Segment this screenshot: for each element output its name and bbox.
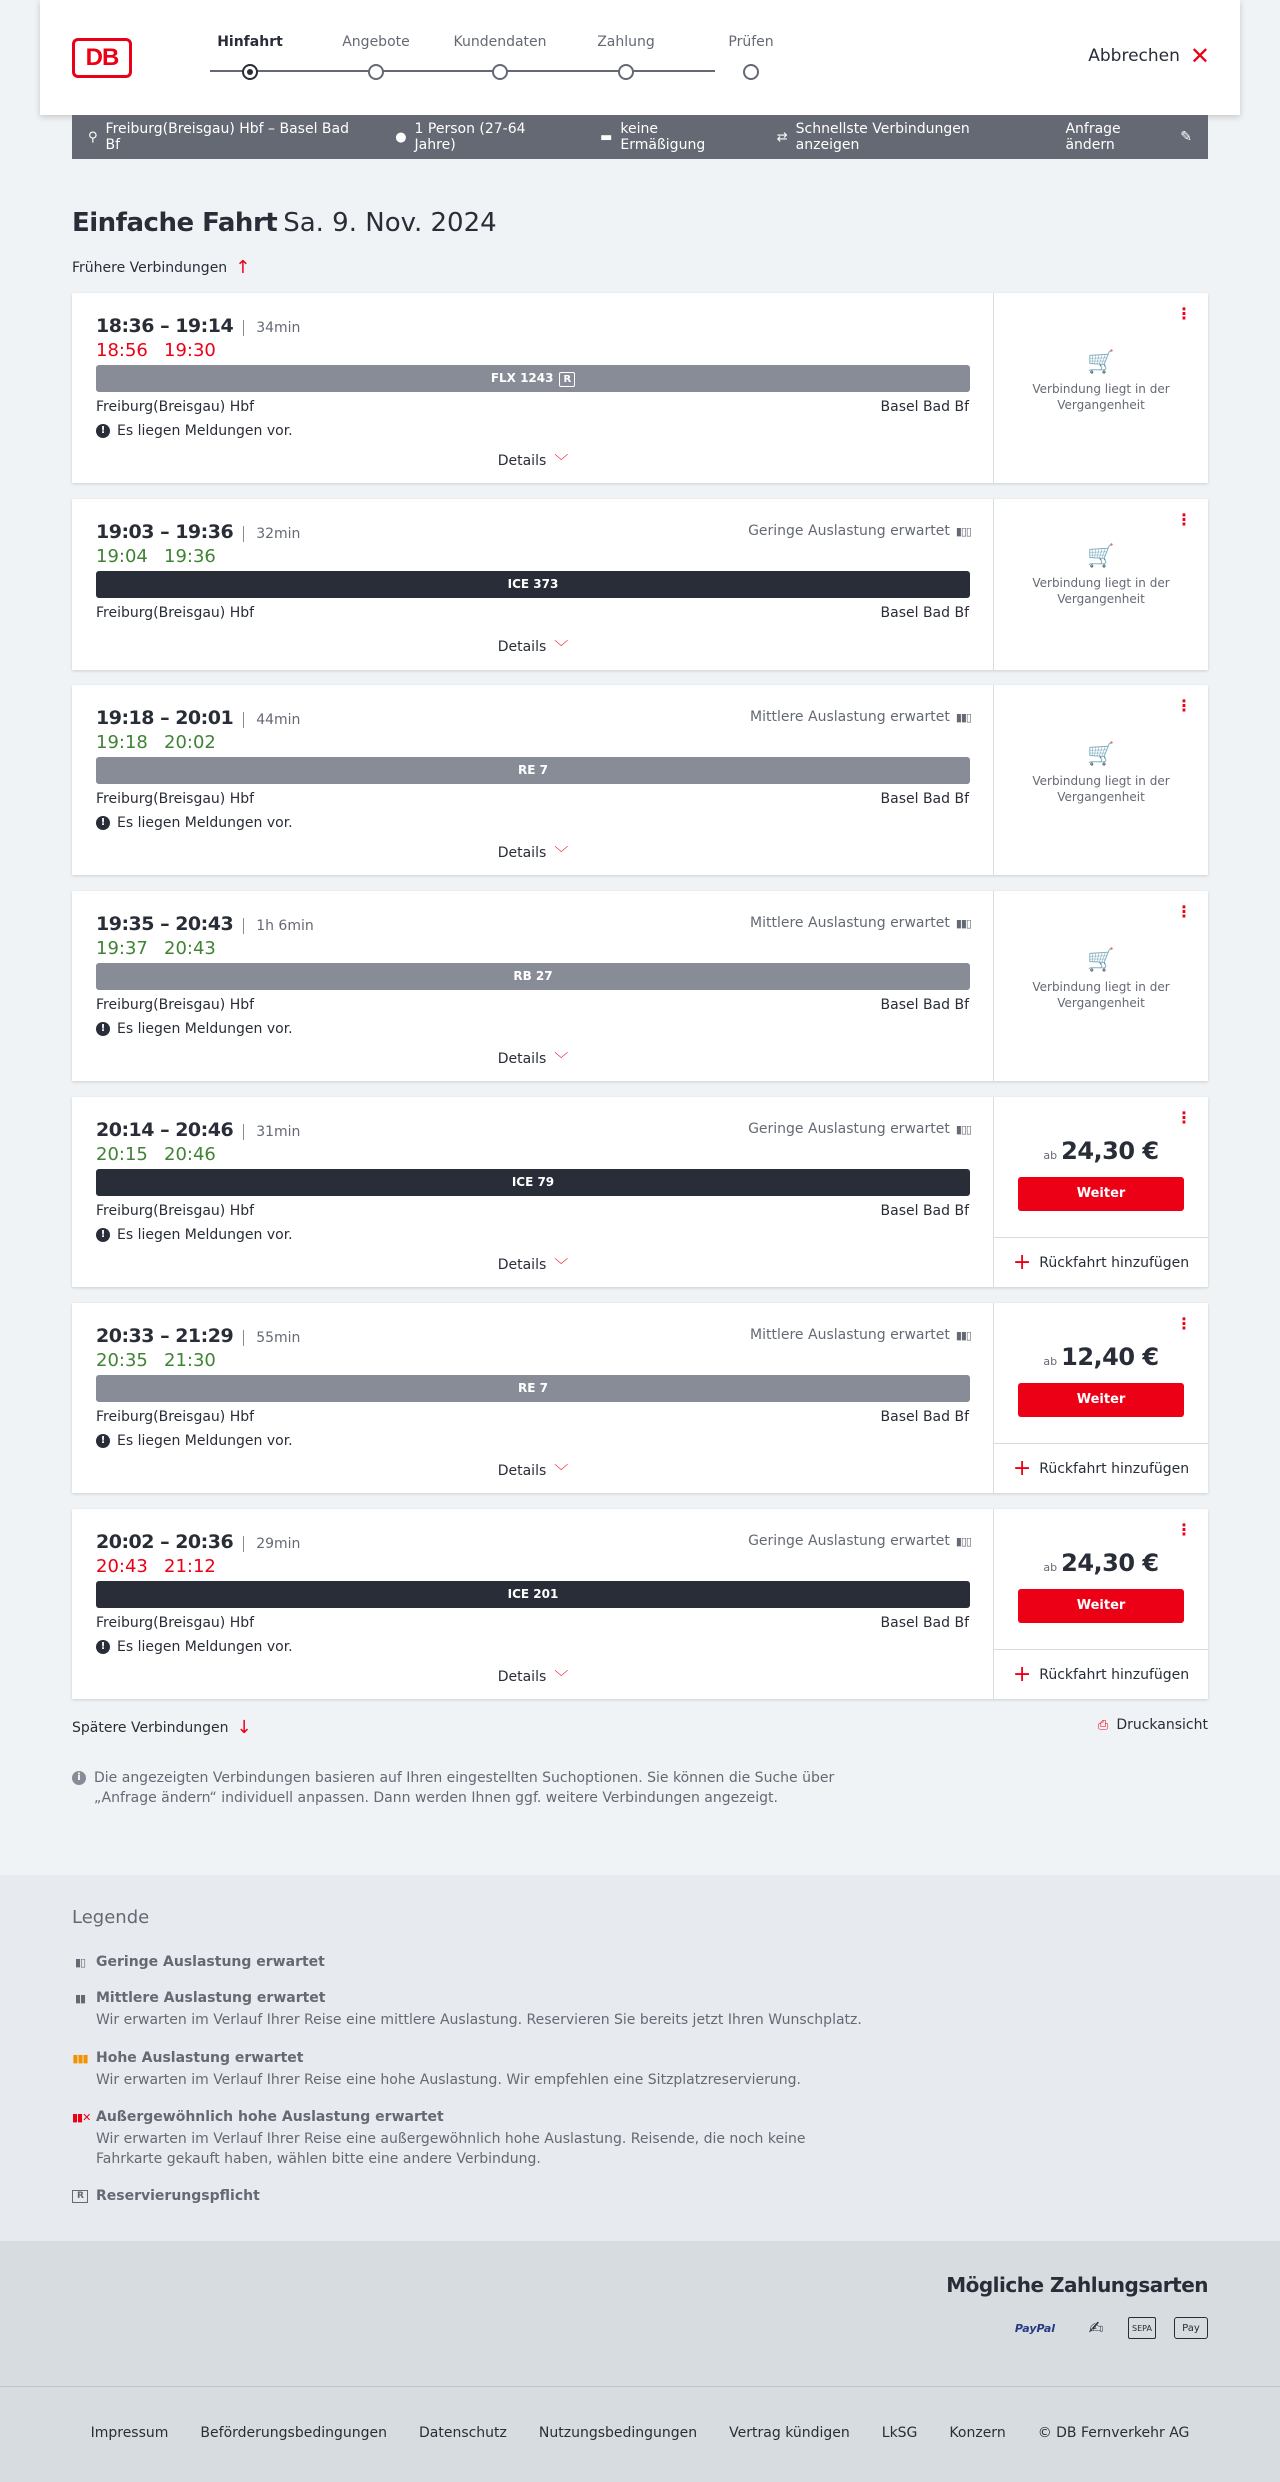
legend-item <box>72 2188 872 2204</box>
details-toggle[interactable] <box>72 637 994 657</box>
past-notice <box>994 948 1208 1011</box>
past-notice <box>994 742 1208 805</box>
search-summary-bar <box>72 115 1208 159</box>
times-text: 20:02 – 20:36 <box>96 1531 234 1553</box>
connection-card[interactable] <box>72 891 1208 1081</box>
duration: 55min <box>243 1330 300 1346</box>
details-label: Details <box>497 1257 547 1273</box>
more-options-icon[interactable]: ⋮ <box>1176 696 1192 715</box>
cart-disabled-icon: 🛒 <box>1087 350 1115 375</box>
offer-panel <box>994 1097 1208 1287</box>
train-bar[interactable] <box>96 1169 970 1196</box>
change-request-button[interactable] <box>1065 121 1192 153</box>
occupancy-high-icon: ▮▮▮ <box>72 2051 88 2065</box>
occupancy-text: Mittlere Auslastung erwartet <box>750 1327 950 1343</box>
realtime-times <box>96 1350 232 1371</box>
occupancy-exceptional-icon: ▮▮✕ <box>72 2110 91 2124</box>
destination-station: Basel Bad Bf <box>880 791 969 807</box>
offer-panel <box>994 499 1208 670</box>
chevron-down-icon: ﹀ <box>554 1052 569 1068</box>
step-kundendaten[interactable] <box>440 34 560 50</box>
credit-card-sign-icon: ✍ <box>1088 2317 1104 2339</box>
later-connections-link[interactable] <box>72 1717 252 1738</box>
planned-times <box>96 1325 300 1347</box>
past-text: Verbindung liegt in der Vergangenheit <box>1032 576 1170 606</box>
cancel-label: Abbrechen <box>1088 46 1180 66</box>
details-label: Details <box>497 453 547 469</box>
occupancy-low-icon: ▮▯▯ <box>955 1534 971 1548</box>
route-summary <box>88 121 363 153</box>
train-name: ICE 201 <box>507 1587 559 1601</box>
offer-panel <box>994 891 1208 1081</box>
planned-times <box>96 913 314 935</box>
details-toggle[interactable] <box>72 1049 994 1069</box>
sepa-icon: SEPA <box>1128 2317 1156 2339</box>
realtime-arrival: 19:30 <box>164 340 216 361</box>
train-name: RB 27 <box>513 969 553 983</box>
plus-icon: + <box>1012 1249 1032 1275</box>
fastest-toggle[interactable] <box>777 121 1034 153</box>
realtime-arrival: 19:36 <box>164 546 216 567</box>
occupancy-text: Geringe Auslastung erwartet <box>748 1121 950 1137</box>
train-bar[interactable] <box>96 365 970 392</box>
occupancy-low-icon: ▮▯▯ <box>955 524 971 538</box>
realtime-arrival: 20:46 <box>164 1144 216 1165</box>
realtime-times <box>96 1556 232 1577</box>
paypal-icon: PayPal <box>1014 2321 1056 2335</box>
realtime-arrival: 21:12 <box>164 1556 216 1577</box>
connection-card[interactable] <box>72 685 1208 875</box>
passenger-summary <box>395 121 568 153</box>
connection-info <box>72 1509 994 1699</box>
payment-title: Mögliche Zahlungsarten <box>946 2273 1208 2297</box>
destination-station: Basel Bad Bf <box>880 399 969 415</box>
connection-info <box>72 1097 994 1287</box>
duration: 44min <box>243 712 300 728</box>
notice <box>96 815 293 831</box>
past-text: Verbindung liegt in der Vergangenheit <box>1032 774 1170 804</box>
footer-links <box>0 2425 1280 2441</box>
connection-info <box>72 1303 994 1493</box>
close-icon: ✕ <box>1189 42 1210 70</box>
legend-item <box>72 1954 872 1970</box>
add-return-button[interactable] <box>994 1443 1208 1493</box>
realtime-times <box>96 1144 232 1165</box>
chevron-down-icon: ﹀ <box>554 846 569 862</box>
legend-item-text: Wir erwarten im Verlauf Ihrer Reise eine mittlere Auslastung. Reservieren Sie bereits jetzt Ihren Wunschplatz. <box>96 2012 862 2028</box>
warning-icon: ! <box>96 424 110 438</box>
step-dot <box>492 64 508 80</box>
realtime-departure: 20:15 <box>96 1144 148 1165</box>
connection-info <box>72 685 994 875</box>
add-return-button[interactable] <box>994 1237 1208 1287</box>
footer-link-impressum[interactable]: Impressum <box>90 2425 169 2441</box>
times-text: 19:18 – 20:01 <box>96 707 234 729</box>
warning-icon: ! <box>96 1640 110 1654</box>
realtime-departure: 19:18 <box>96 732 148 753</box>
price <box>994 1137 1208 1165</box>
price-value: 24,30 € <box>1061 1549 1159 1577</box>
plus-icon: + <box>1012 1455 1032 1481</box>
swap-arrows-icon: ⇄ <box>776 129 788 145</box>
destination-station: Basel Bad Bf <box>880 1409 969 1425</box>
notice-text: Es liegen Meldungen vor. <box>117 1227 293 1243</box>
footer-copyright: © DB Fernverkehr AG <box>1037 2425 1190 2441</box>
step-label: Prüfen <box>728 34 774 50</box>
more-options-icon[interactable]: ⋮ <box>1176 1520 1192 1539</box>
times-text: 20:14 – 20:46 <box>96 1119 234 1141</box>
reservation-required-icon: R <box>72 2190 88 2203</box>
occupancy-text: Mittlere Auslastung erwartet <box>750 709 950 725</box>
notice-text: Es liegen Meldungen vor. <box>117 1021 293 1037</box>
warning-icon: ! <box>96 816 110 830</box>
details-label: Details <box>497 1669 547 1685</box>
price-value: 24,30 € <box>1061 1137 1159 1165</box>
cancel-button[interactable] <box>1088 42 1210 70</box>
step-zahlung[interactable] <box>566 34 686 50</box>
realtime-departure: 19:37 <box>96 938 148 959</box>
details-label: Details <box>497 845 547 861</box>
details-toggle[interactable] <box>72 1255 994 1275</box>
train-name: FLX 1243 <box>490 371 554 385</box>
realtime-times <box>96 938 232 959</box>
legend-item-title: Mittlere Auslastung erwartet <box>96 1990 326 2006</box>
planned-times <box>96 521 300 543</box>
trip-date: Sa. 9. Nov. 2024 <box>283 208 497 238</box>
details-toggle[interactable] <box>72 451 994 471</box>
step-angebote[interactable] <box>316 34 436 50</box>
occupancy-low-icon: ▮▯ <box>74 1955 86 1969</box>
duration: 29min <box>243 1536 300 1552</box>
legend-item <box>72 2050 872 2090</box>
details-label: Details <box>497 1051 547 1067</box>
origin-station: Freiburg(Breisgau) Hbf <box>96 791 255 807</box>
train-name: ICE 79 <box>511 1175 555 1189</box>
footer-link-datenschutz[interactable]: Datenschutz <box>418 2425 507 2441</box>
notice <box>96 1639 293 1655</box>
occupancy-text: Geringe Auslastung erwartet <box>748 523 950 539</box>
more-options-icon[interactable]: ⋮ <box>1176 902 1192 921</box>
realtime-times <box>96 340 232 361</box>
add-return-button[interactable] <box>994 1649 1208 1699</box>
more-options-icon[interactable]: ⋮ <box>1176 304 1192 323</box>
chevron-down-icon: ﹀ <box>554 640 569 656</box>
occupancy <box>748 523 971 539</box>
details-toggle[interactable] <box>72 1461 994 1481</box>
legend-item <box>72 1990 872 2030</box>
pencil-icon: ✎ <box>1180 129 1192 145</box>
train-bar[interactable] <box>96 1375 970 1402</box>
realtime-departure: 19:04 <box>96 546 148 567</box>
occupancy-text: Mittlere Auslastung erwartet <box>750 915 950 931</box>
realtime-departure: 20:43 <box>96 1556 148 1577</box>
legend-title: Legende <box>72 1907 150 1928</box>
footer-link-nutzungsbedingungen[interactable]: Nutzungsbedingungen <box>538 2425 698 2441</box>
occupancy <box>750 1327 971 1343</box>
reservation-icon: R <box>559 372 575 387</box>
db-logo[interactable]: DB <box>72 38 132 78</box>
apple-pay-icon: Pay <box>1174 2317 1208 2339</box>
notice-text: Es liegen Meldungen vor. <box>117 815 293 831</box>
continue-button[interactable]: Weiter <box>1018 1383 1184 1417</box>
price <box>994 1343 1208 1371</box>
legend-item-title: Geringe Auslastung erwartet <box>96 1954 325 1970</box>
connection-card[interactable] <box>72 499 1208 670</box>
train-name: RE 7 <box>518 763 548 777</box>
origin-station: Freiburg(Breisgau) Hbf <box>96 997 255 1013</box>
discount-text: keine Ermäßigung <box>620 121 706 153</box>
destination-station: Basel Bad Bf <box>880 605 969 621</box>
details-toggle[interactable] <box>72 1667 994 1687</box>
earlier-label: Frühere Verbindungen <box>72 259 228 276</box>
past-text: Verbindung liegt in der Vergangenheit <box>1032 980 1170 1010</box>
person-icon: ● <box>395 129 407 145</box>
realtime-arrival: 20:02 <box>164 732 216 753</box>
warning-icon: ! <box>96 1228 110 1242</box>
past-notice <box>994 544 1208 607</box>
occupancy <box>748 1121 971 1137</box>
train-bar[interactable] <box>96 757 970 784</box>
step-label: Kundendaten <box>453 34 547 50</box>
plus-icon: + <box>1012 1661 1032 1687</box>
print-label: Druckansicht <box>1116 1717 1208 1733</box>
times-text: 19:03 – 19:36 <box>96 521 234 543</box>
offer-panel <box>994 685 1208 875</box>
print-view-link[interactable] <box>1098 1717 1208 1733</box>
details-label: Details <box>497 1463 547 1479</box>
occupancy-text: Geringe Auslastung erwartet <box>748 1533 950 1549</box>
add-return-label: Rückfahrt hinzufügen <box>1039 1460 1190 1477</box>
info-text: Die angezeigten Verbindungen basieren auf Ihren eingestellten Suchoptionen. Sie können die Suche über „Anfrage ändern“ individuell anpassen. Dann werden Ihnen ggf. weitere Verbindungen angezeigt. <box>94 1770 835 1806</box>
offer-panel <box>994 1509 1208 1699</box>
occupancy-low-icon: ▮▯▯ <box>955 1122 971 1136</box>
step-dot <box>743 64 759 80</box>
destination-station: Basel Bad Bf <box>880 1615 969 1631</box>
chevron-down-icon: ﹀ <box>554 1670 569 1686</box>
step-label: Angebote <box>342 34 410 50</box>
realtime-departure: 20:35 <box>96 1350 148 1371</box>
payment-methods-section <box>0 2241 1280 2386</box>
past-text: Verbindung liegt in der Vergangenheit <box>1032 382 1170 412</box>
origin-station: Freiburg(Breisgau) Hbf <box>96 1615 255 1631</box>
planned-times <box>96 1119 300 1141</box>
origin-station: Freiburg(Breisgau) Hbf <box>96 1409 255 1425</box>
cart-disabled-icon: 🛒 <box>1087 742 1115 767</box>
realtime-times <box>96 732 232 753</box>
price-prefix: ab <box>1043 1355 1058 1368</box>
earlier-connections-link[interactable] <box>72 257 250 278</box>
footer-link-lksg[interactable]: LkSG <box>881 2425 918 2441</box>
bahncard-icon: ▬ <box>600 129 613 145</box>
later-label: Spätere Verbindungen <box>72 1719 229 1736</box>
times-text: 20:33 – 21:29 <box>96 1325 234 1347</box>
notice <box>96 1021 293 1037</box>
times-text: 19:35 – 20:43 <box>96 913 234 935</box>
connection-info <box>72 293 994 483</box>
train-bar[interactable] <box>96 571 970 598</box>
step-label: Zahlung <box>597 34 655 50</box>
arrow-down-icon: ↓ <box>236 1717 252 1738</box>
times-text: 18:36 – 19:14 <box>96 315 234 337</box>
trip-type: Einfache Fahrt <box>72 208 278 238</box>
chevron-down-icon: ﹀ <box>554 1464 569 1480</box>
add-return-label: Rückfahrt hinzufügen <box>1039 1254 1190 1271</box>
origin-station: Freiburg(Breisgau) Hbf <box>96 399 255 415</box>
footer <box>0 2386 1280 2482</box>
notice-text: Es liegen Meldungen vor. <box>117 1433 293 1449</box>
offer-panel <box>994 1303 1208 1493</box>
route-text: Freiburg(Breisgau) Hbf – Basel Bad Bf <box>105 121 349 153</box>
step-pruefen[interactable] <box>691 34 811 50</box>
connection-card[interactable] <box>72 1097 1208 1287</box>
notice-text: Es liegen Meldungen vor. <box>117 1639 293 1655</box>
connection-card[interactable] <box>72 1303 1208 1493</box>
occupancy-medium-icon: ▮▮▯ <box>955 710 971 724</box>
info-icon: i <box>72 1771 86 1785</box>
more-options-icon[interactable]: ⋮ <box>1176 510 1192 529</box>
chevron-down-icon: ﹀ <box>554 454 569 470</box>
footer-link-konzern[interactable]: Konzern <box>949 2425 1006 2441</box>
notice <box>96 423 293 439</box>
details-label: Details <box>497 639 547 655</box>
occupancy-medium-icon: ▮▮▯ <box>955 1328 971 1342</box>
arrow-up-icon: ↑ <box>235 257 251 278</box>
header <box>40 0 1240 115</box>
occupancy <box>750 709 971 725</box>
connection-info <box>72 499 994 670</box>
legend-item-text: Wir erwarten im Verlauf Ihrer Reise eine außergewöhnlich hohe Auslastung. Reisende, die noch keine Fahrkarte gekauft haben, wählen bitte eine andere Verbindung. <box>96 2131 806 2167</box>
details-toggle[interactable] <box>72 843 994 863</box>
step-label: Hinfahrt <box>217 34 283 50</box>
legend-item <box>72 2109 872 2169</box>
train-name: ICE 373 <box>507 577 559 591</box>
planned-times <box>96 707 300 729</box>
chevron-down-icon: ﹀ <box>554 1258 569 1274</box>
duration: 31min <box>243 1124 300 1140</box>
location-pin-icon: ⚲ <box>88 129 98 145</box>
payment-icons <box>1006 2317 1208 2339</box>
discount-summary <box>600 121 745 153</box>
price-prefix: ab <box>1043 1149 1058 1162</box>
duration: 34min <box>243 320 300 336</box>
legend-item-title: Hohe Auslastung erwartet <box>96 2050 304 2066</box>
planned-times <box>96 315 300 337</box>
connection-card[interactable] <box>72 293 1208 483</box>
legend-item-title: Außergewöhnlich hohe Auslastung erwartet <box>96 2109 444 2125</box>
past-notice <box>994 350 1208 413</box>
occupancy <box>750 915 971 931</box>
price-prefix: ab <box>1043 1561 1058 1574</box>
warning-icon: ! <box>96 1434 110 1448</box>
footer-link-vertrag-kuendigen[interactable]: Vertrag kündigen <box>729 2425 850 2441</box>
step-dot <box>242 64 258 80</box>
connection-info <box>72 891 994 1081</box>
occupancy-medium-icon: ▮▮ <box>74 1991 86 2005</box>
destination-station: Basel Bad Bf <box>880 1203 969 1219</box>
search-info-note <box>72 1768 852 1808</box>
train-bar[interactable] <box>96 1581 970 1608</box>
origin-station: Freiburg(Breisgau) Hbf <box>96 605 255 621</box>
offer-panel <box>994 293 1208 483</box>
price-value: 12,40 € <box>1061 1343 1159 1371</box>
change-request-label: Anfrage ändern <box>1065 121 1121 153</box>
page-title <box>72 208 497 238</box>
price <box>994 1549 1208 1577</box>
occupancy-medium-icon: ▮▮▯ <box>955 916 971 930</box>
duration: 32min <box>243 526 300 542</box>
passenger-text: 1 Person (27-64 Jahre) <box>414 121 526 153</box>
printer-icon: ⎙ <box>1097 1717 1109 1733</box>
step-dot <box>368 64 384 80</box>
step-hinfahrt[interactable] <box>190 34 310 50</box>
destination-station: Basel Bad Bf <box>880 997 969 1013</box>
realtime-departure: 18:56 <box>96 340 148 361</box>
fastest-text: Schnellste Verbindungen anzeigen <box>795 121 970 153</box>
realtime-times <box>96 546 232 567</box>
legend-item-title: Reservierungspflicht <box>96 2188 260 2204</box>
realtime-arrival: 21:30 <box>164 1350 216 1371</box>
cart-disabled-icon: 🛒 <box>1087 544 1115 569</box>
continue-button[interactable]: Weiter <box>1018 1177 1184 1211</box>
more-options-icon[interactable]: ⋮ <box>1176 1108 1192 1127</box>
step-dot <box>618 64 634 80</box>
occupancy <box>748 1533 971 1549</box>
footer-link-befoerderungsbedingungen[interactable]: Beförderungsbedingungen <box>200 2425 387 2441</box>
train-name: RE 7 <box>518 1381 548 1395</box>
train-bar[interactable] <box>96 963 970 990</box>
planned-times <box>96 1531 300 1553</box>
progress-line <box>210 70 715 72</box>
legend-section <box>0 1875 1280 2241</box>
realtime-arrival: 20:43 <box>164 938 216 959</box>
legend-item-text: Wir erwarten im Verlauf Ihrer Reise eine hohe Auslastung. Wir empfehlen eine Sitzplatzreservierung. <box>96 2072 801 2088</box>
cart-disabled-icon: 🛒 <box>1087 948 1115 973</box>
add-return-label: Rückfahrt hinzufügen <box>1039 1666 1190 1683</box>
duration: 1h 6min <box>243 918 314 934</box>
origin-station: Freiburg(Breisgau) Hbf <box>96 1203 255 1219</box>
continue-button[interactable]: Weiter <box>1018 1589 1184 1623</box>
notice <box>96 1227 293 1243</box>
notice <box>96 1433 293 1449</box>
more-options-icon[interactable]: ⋮ <box>1176 1314 1192 1333</box>
connection-card[interactable] <box>72 1509 1208 1699</box>
notice-text: Es liegen Meldungen vor. <box>117 423 293 439</box>
warning-icon: ! <box>96 1022 110 1036</box>
